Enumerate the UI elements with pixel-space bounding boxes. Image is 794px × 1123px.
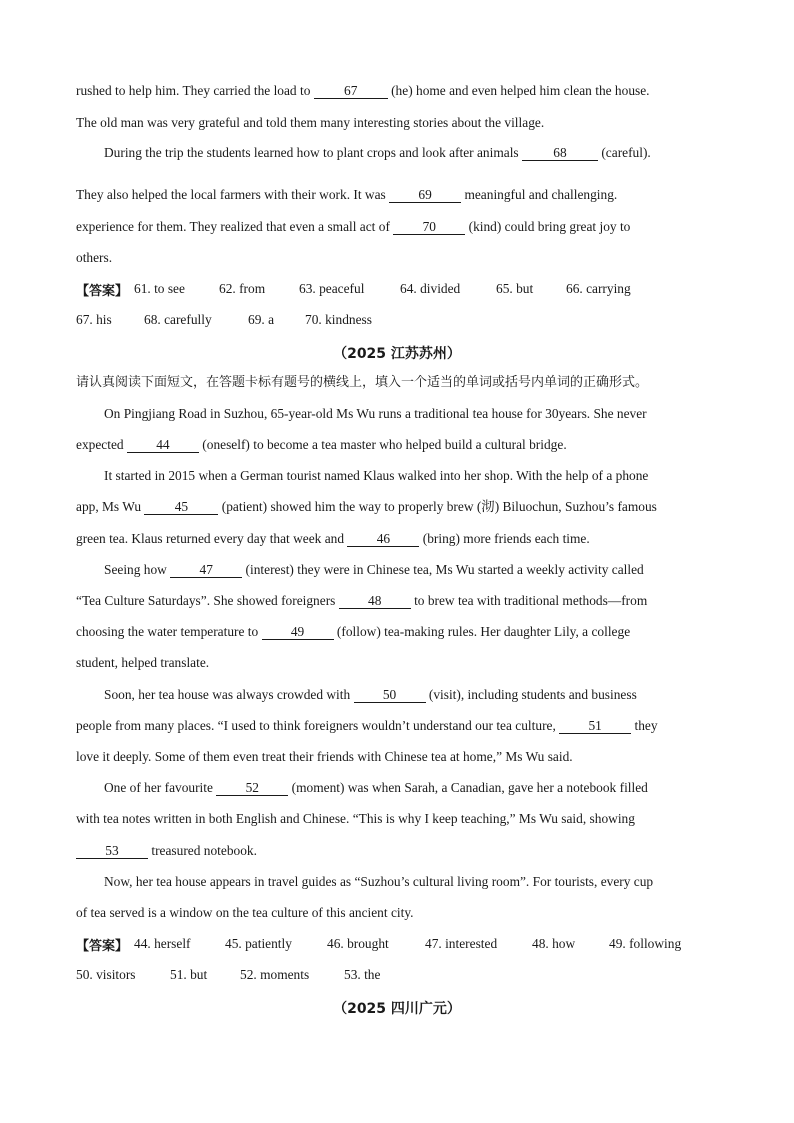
answer-blank-48: 48 <box>339 593 411 609</box>
answer-item: 66. carrying <box>566 281 631 296</box>
paragraph-line: student, helped translate. <box>76 655 210 670</box>
answer-item: 65. but <box>496 281 534 296</box>
answer-blank-68: 68 <box>522 145 598 161</box>
paragraph-line <box>76 436 567 454</box>
answer-item: 62. from <box>219 281 266 296</box>
text: to brew tea with traditional methods—from <box>410 593 648 608</box>
paragraph-line: love it deeply. Some of them even treat their friends with Chinese tea at home,” Ms Wu said. <box>76 749 573 764</box>
paragraph-line: Now, her tea house appears in travel guides as “Suzhou’s cultural living room”. For tourists, every cup <box>104 874 654 889</box>
paragraph-line: with tea notes written in both English and Chinese. “This is why I keep teaching,” Ms Wu said, showing <box>76 811 635 826</box>
text: “Tea Culture Saturdays”. She showed foreigners <box>76 593 339 608</box>
text: One of her favourite <box>104 780 217 795</box>
answer-item: 63. peaceful <box>299 281 365 296</box>
text: app, Ms Wu <box>76 499 145 514</box>
answer-item: 67. his <box>76 312 112 327</box>
answer-row <box>76 935 128 954</box>
answer-item: 64. divided <box>400 281 461 296</box>
paragraph-line <box>104 561 644 579</box>
text: green tea. Klaus returned every day that week and <box>76 531 348 546</box>
answer-blank-44: 44 <box>127 437 199 453</box>
text: choosing the water temperature to <box>76 624 262 639</box>
text: the students learned how to plant crops and look after animals <box>183 145 522 160</box>
paragraph-line: On Pingjiang Road in Suzhou, 65-year-old Ms Wu runs a traditional tea house for 30years. She never <box>104 406 647 421</box>
paragraph-line <box>76 592 647 610</box>
text: (moment) was when Sarah, a Canadian, gave her a notebook filled <box>288 780 648 795</box>
passage1-line <box>76 186 617 204</box>
section-heading: （2025 江苏苏州） <box>333 346 461 362</box>
answer-item: 53. the <box>344 967 381 982</box>
passage1-line <box>76 82 650 100</box>
answer-item: 61. to see <box>134 281 185 296</box>
answer-item: 68. carefully <box>144 312 212 327</box>
text: (follow) tea-making rules. Her daughter Lily, a college <box>333 624 631 639</box>
paragraph-line <box>76 530 590 548</box>
answer-item: 44. herself <box>134 936 191 951</box>
paragraph-line <box>104 779 648 797</box>
answer-blank-51: 51 <box>559 718 631 734</box>
answer-blank-70: 70 <box>393 219 465 235</box>
answer-blank-69: 69 <box>389 187 461 203</box>
answer-item: 51. but <box>170 967 208 982</box>
answer-blank-45: 45 <box>144 499 218 515</box>
text: (careful). <box>598 145 651 160</box>
passage1-line <box>76 218 630 236</box>
paragraph-line <box>76 842 257 860</box>
answer-label: 【答案】 <box>76 939 129 954</box>
text: expected <box>76 437 127 452</box>
answer-item: 69. a <box>248 312 275 327</box>
text: (bring) more friends each time. <box>419 531 590 546</box>
text: (patient) showed him the way to properly brew (沏) Biluochun, Suzhou’s famous <box>218 499 657 514</box>
answer-blank-46: 46 <box>347 531 419 547</box>
answer-blank-53: 53 <box>76 843 148 859</box>
answer-item: 45. patiently <box>225 936 292 951</box>
text: During the trip <box>104 145 184 160</box>
answer-blank-52: 52 <box>216 780 288 796</box>
text: rushed to help him. They carried the load to <box>76 83 314 98</box>
answer-item: 46. brought <box>327 936 389 951</box>
answer-blank-47: 47 <box>170 562 242 578</box>
answer-item: 49. following <box>609 936 682 951</box>
text: Seeing how <box>104 562 171 577</box>
answer-item: 47. interested <box>425 936 498 951</box>
answer-item: 48. how <box>532 936 576 951</box>
answer-row <box>76 280 128 299</box>
section-heading: （2025 四川广元） <box>333 1001 461 1017</box>
passage1-line: The old man was very grateful and told them many interesting stories about the village. <box>76 115 545 130</box>
paragraph-line <box>104 686 637 704</box>
text: experience for them. They realized that even a small act of <box>76 219 394 234</box>
paragraph-line <box>76 717 658 735</box>
text: people from many places. “I used to think foreigners wouldn’t understand our tea culture, <box>76 718 560 733</box>
text: Soon, her tea house was always crowded with <box>104 687 354 702</box>
text: meaningful and challenging. <box>461 187 618 202</box>
text: treasured notebook. <box>148 843 257 858</box>
text: They also helped the local farmers with their work. It was <box>76 187 390 202</box>
paragraph-line: of tea served is a window on the tea culture of this ancient city. <box>76 905 414 920</box>
text: (interest) they were in Chinese tea, Ms Wu started a weekly activity called <box>242 562 644 577</box>
text: (he) home and even helped him clean the house. <box>387 83 650 98</box>
text: (kind) could bring great joy to <box>465 219 631 234</box>
answer-item: 52. moments <box>240 967 310 982</box>
paragraph-line: It started in 2015 when a German tourist named Klaus walked into her shop. With the help of a phone <box>104 468 649 483</box>
answer-blank-50: 50 <box>354 687 426 703</box>
answer-item: 50. visitors <box>76 967 136 982</box>
text: they <box>631 718 658 733</box>
passage1-line: others. <box>76 250 113 265</box>
text: (visit), including students and business <box>425 687 637 702</box>
text: (oneself) to become a tea master who helped build a cultural bridge. <box>198 437 567 452</box>
answer-item: 70. kindness <box>305 312 372 327</box>
paragraph-line <box>76 623 630 641</box>
instruction: 请认真阅读下面短文，在答题卡标有题号的横线上，填入一个适当的单词或括号内单词的正确形式。 <box>76 375 649 390</box>
passage1-line <box>104 144 651 162</box>
answer-label: 【答案】 <box>76 284 129 299</box>
answer-blank-67: 67 <box>314 83 388 99</box>
paragraph-line <box>76 498 657 516</box>
answer-blank-49: 49 <box>262 624 334 640</box>
